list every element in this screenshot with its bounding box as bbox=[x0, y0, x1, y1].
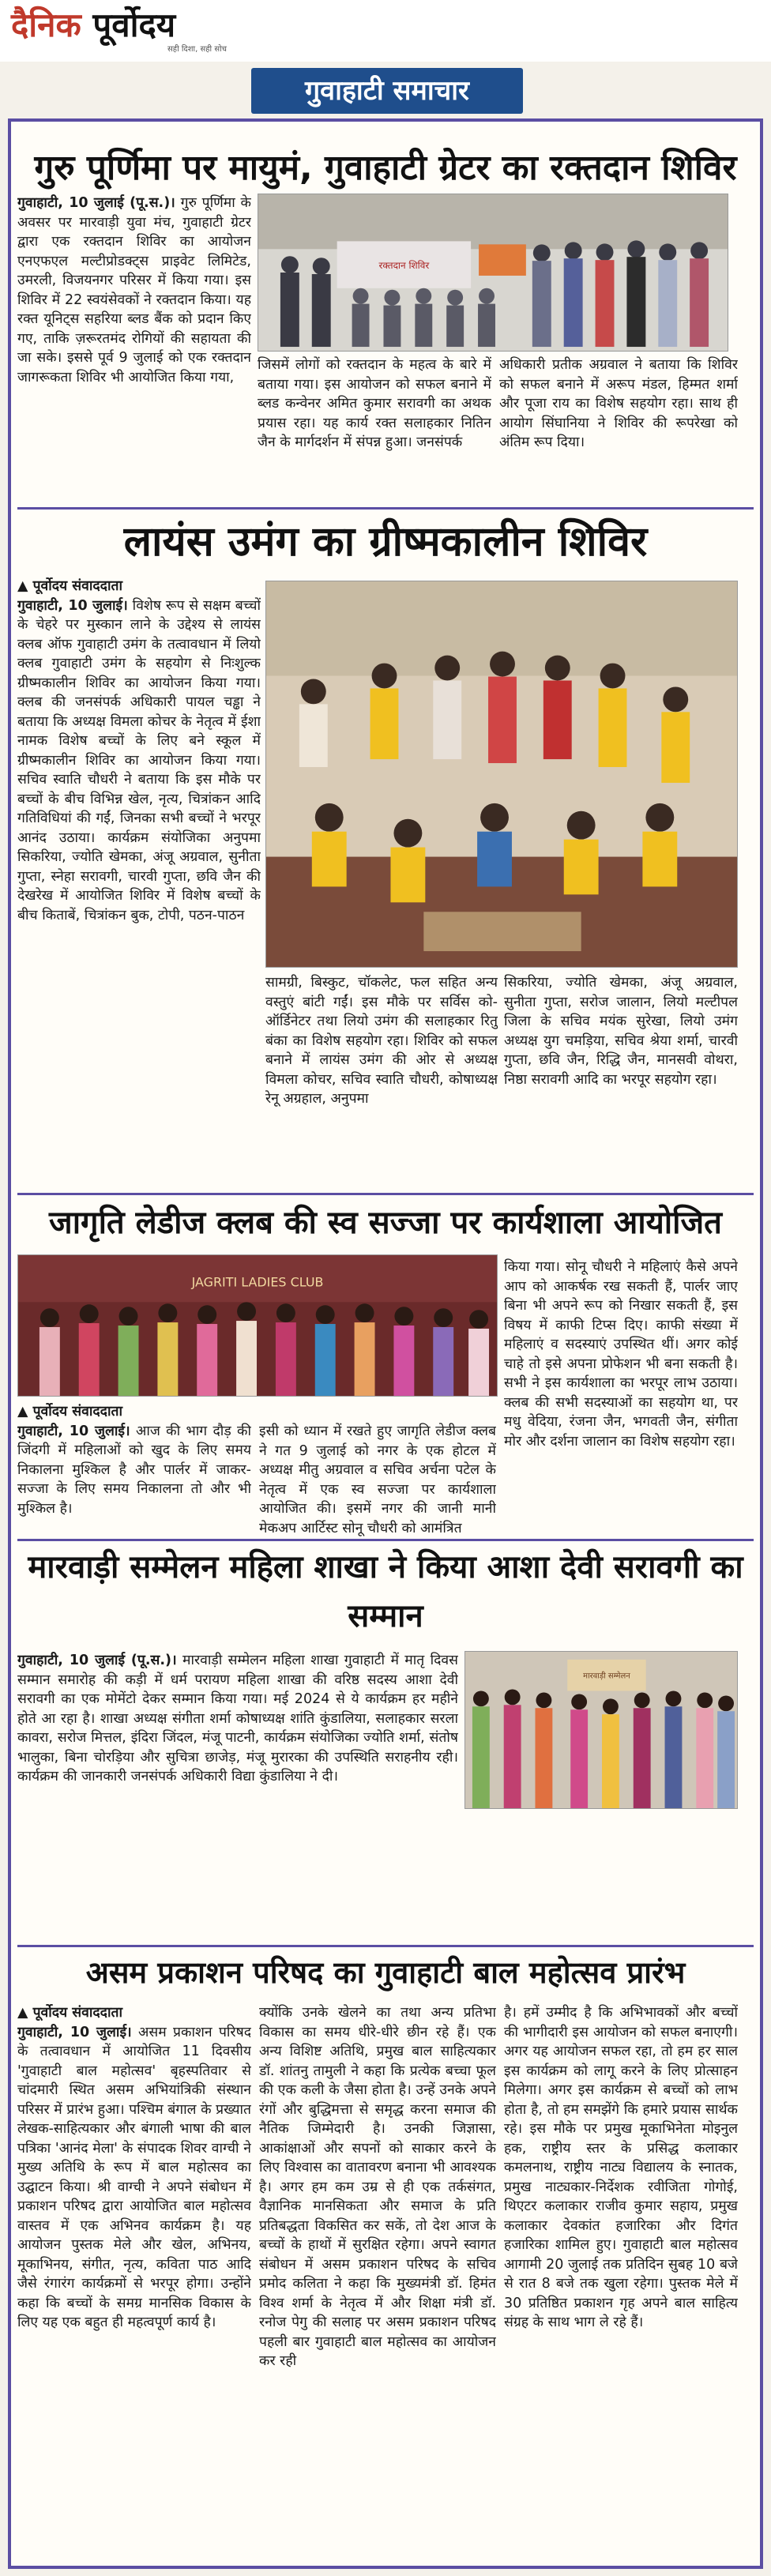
photo-banner-text: रक्तदान शिविर bbox=[378, 260, 430, 272]
article2-byline: ▲ पूर्वोदय संवाददाता bbox=[17, 578, 123, 594]
article2-column-2 bbox=[265, 973, 498, 1186]
article3-byline-text: पूर्वोदय संवाददाता bbox=[32, 1404, 123, 1420]
article3-dateline: गुवाहाटी, 10 जुलाई। bbox=[17, 1423, 130, 1439]
felicitation-photo-image bbox=[465, 1652, 737, 1808]
article4-body bbox=[17, 1651, 458, 1942]
article5-byline-text: पूर्वोदय संवाददाता bbox=[32, 2005, 123, 2021]
article2-byline-text: पूर्वोदय संवाददाता bbox=[32, 578, 123, 594]
photo-banner-text: JAGRITI LADIES CLUB bbox=[191, 1274, 324, 1290]
article2-col1-text: विशेष रूप से सक्षम बच्चों के चेहरे पर मुस्कान लाने के उद्देश्य से लायंस क्लब ऑफ गुवाहाटी उमंग के तत्वावधान में लियो क्लब गुवाहाटी उमंग के सहयोग से निःशुल्क ग्रीष्मकालीन शिविर का आयोजन किया गया। क्लब की जनसंपर्क अधिकारी पायल चड्ढा ने बताया कि अध्यक्ष विमला कोचर के नेतृत्व में ईशा नामक विशेष बच्चों के लिए बने स्कूल में ग्रीष्मकालीन शिविर का आयोजन किया गया। सचिव स्वाति चौधरी ने बताया कि इस मौके पर बच्चों के बीच विभिन्न खेल, नृत्य, चित्रांकन आदि गतिविधियां की गईं, जिनका सभी बच्चों ने भरपूर आनंद उठाया। कार्यक्रम संयोजिका अनुपमा सिकरिया, ज्योति खेमका, अंजू अग्रवाल, सुनीता गुप्ता, स्नेहा सरावगी, चारवी गुप्ता, छवि जैन की देखरेख में आयोजित शिविर में विशेष बच्चों के बीच किताबें, चित्रांकन बुक, टोपी, पठन-पाठन bbox=[17, 597, 261, 923]
section-banner: गुवाहाटी समाचार bbox=[251, 68, 523, 114]
article2-dateline: गुवाहाटी, 10 जुलाई। bbox=[17, 597, 128, 614]
article2-column-1 bbox=[17, 577, 261, 1186]
masthead bbox=[0, 0, 771, 62]
article2-col2-text: सामग्री, बिस्कुट, चॉकलेट, फल सहित अन्य वस्तुएं बांटी गईं। इस मौके पर सर्विस को-ऑर्डिनेटर तथा लियो उमंग की सलाहकार रितु बंका का विशेष सहयोग रहा। शिविर को सफल बनाने में लायंस उमंग की ओर से अध्यक्ष विमला कोचर, सचिव स्वाति चौधरी, कोषाध्यक्ष रेनू अग्रहाल, अनुपमा bbox=[265, 975, 498, 1107]
divider bbox=[17, 507, 754, 510]
article3-column-3 bbox=[504, 1258, 738, 1536]
photo-banner-text: मारवाड़ी सम्मेलन bbox=[583, 1672, 630, 1681]
article4-dateline: गुवाहाटी, 10 जुलाई (पू.स.)। bbox=[17, 1653, 177, 1668]
article1-column-3 bbox=[499, 355, 738, 502]
ladies-club-photo-image bbox=[18, 1255, 497, 1396]
article3-column-1 bbox=[17, 1402, 251, 1536]
article3-column-2 bbox=[259, 1422, 496, 1536]
logo-red-text: दैनिक bbox=[11, 6, 93, 44]
article5-headline: असम प्रकाशन परिषद का गुवाहाटी बाल महोत्सव प्रारंभ bbox=[85, 1955, 686, 1990]
article2-column-3 bbox=[504, 973, 738, 1186]
article4-body-text: मारवाड़ी सम्मेलन महिला शाखा गुवाहाटी में मातृ दिवस सम्मान समारोह की कड़ी में धर्म परायण महिला शाखा की वरिष्ठ सदस्य आशा देवी सरावगी का एक मोमेंटो देकर सम्मान किया गया। मई 2024 से ये कार्यक्रम हर महीने होते आ रहा है। शाखा अध्यक्ष संगीता शर्मा कोषाध्यक्ष शांति कुंडालिया, सलाहकार सरला कावरा, सरोज मित्तल, इंदिरा जिंदल, मंजू पाटनी, कार्यक्रम संयोजिका ज्योति शर्मा, संतोष भालुका, बिना चोरड़िया और सुचित्रा छाजेड़, मंजू मुरारका की उपस्थिति सराहनीय रही। कार्यक्रम की जानकारी जनसंपर्क अधिकारी विद्या कुंडालिया ने दी। bbox=[17, 1653, 458, 1784]
divider bbox=[17, 1945, 754, 1947]
article5-column-2 bbox=[259, 2003, 496, 2556]
article5-column-1 bbox=[17, 2003, 251, 2556]
article1-col2-text: जिसमें लोगों को रक्तदान के महत्व के बारे में बताया गया। इस आयोजन को सफल बनाने में ब्लड कन्वेनर अमित कुमार सरावगी का अथक प्रयास रहा। यह कार्य रक्त सलाहकार नितिन जैन के मार्गदर्शन में संपन्न हुआ। जनसंपर्क bbox=[258, 357, 491, 450]
article4-headline: मारवाड़ी सम्मेलन महिला शाखा ने किया आशा देवी सरावगी का सम्मान bbox=[28, 1549, 743, 1634]
article3-byline: ▲ पूर्वोदय संवाददाता bbox=[17, 1404, 123, 1420]
article5-column-3 bbox=[504, 2003, 738, 2556]
logo-black-text: पूर्वोदय bbox=[92, 6, 176, 44]
article1-col1-text: गुरु पूर्णिमा के अवसर पर मारवाड़ी युवा मंच, गुवाहाटी ग्रेटर द्वारा एक रक्तदान शिविर का आयोजन एनएफएल मल्टीप्रोडक्ट्स प्राइवेट लिमिटेड, उमरली, विजयनगर परिसर में किया गया। इस शिविर में 22 स्वयंसेवकों ने रक्तदान किया। यह रक्त यूनिट्स सहरिया ब्लड बैंक को प्रदान किए गए, ताकि ज़रूरतमंद रोगियों की सहायता की जा सके। इससे पूर्व 9 जुलाई को एक रक्तदान जागरूकता शिविर भी आयोजित किया गया, bbox=[17, 195, 251, 385]
article1-column-2 bbox=[258, 355, 491, 502]
article2-headline: लायंस उमंग का ग्रीष्मकालीन शिविर bbox=[123, 518, 648, 566]
article1-headline: गुरु पूर्णिमा पर मायुमं, गुवाहाटी ग्रेटर का रक्तदान शिविर bbox=[34, 148, 737, 188]
divider bbox=[17, 1193, 754, 1195]
article2-col3-text: सिकरिया, ज्योति खेमका, अंजू अग्रवाल, सुनीता गुप्ता, सरोज जालान, लियो मल्टीपल जिला के सचिव मयंक सुरेखा, लियो उमंग अध्यक्ष युग चमड़िया, सचिव श्रेया शर्मा, चारवी गुप्ता, छवि जैन, रिद्धि जैन, मानसवी वोथरा, निष्ठा सरावगी आदि का भरपूर सहयोग रहा। bbox=[504, 975, 738, 1088]
article5-col1-text: असम प्रकाशन परिषद के तत्वावधान में आयोजित 11 दिवसीय 'गुवाहाटी बाल महोत्सव' बृहस्पतिवार से चांदमारी स्थित असम अभियांत्रिकी संस्थान परिसर में प्रारंभ हुआ। पश्चिम बंगाल के प्रख्यात लेखक-साहित्यकार और बंगाली भाषा की बाल पत्रिका 'आनंद मेला' के संपादक शिवर वाग्ची ने मुख्य अतिथि के रूप में बाल महोत्सव का उद्घाटन किया। श्री वाग्ची ने अपने संबोधन में प्रकाशन परिषद द्वारा आयोजित बाल महोत्सव वास्तव में एक अभिनव कार्यक्रम है। यह आयोजन पुस्तक मेले और खेल, अभिनय, मूकाभिनय, संगीत, नृत्य, कविता पाठ आदि जैसे रंगारंग कार्यक्रमों से भरपूर होगा। उन्होंने कहा कि बच्चों के समग्र मानसिक विकास के लिए यह एक बहुत ही महत्वपूर्ण कार्य है। bbox=[17, 2024, 251, 2330]
article1-column-1 bbox=[17, 194, 251, 517]
divider bbox=[17, 1539, 754, 1541]
article5-col2-text: क्योंकि उनके खेलने का तथा अन्य प्रतिभा विकास का समय धीरे-धीरे छीन रहे हैं। एक अन्य विशिष्ट अतिथि, प्रमुख बाल साहित्यकार डॉ. शांतनु तामुली ने कहा कि प्रत्येक बच्चा फूल की एक कली के जैसा होता है। उन्हें उनके अपने रंगों और बुद्धिमत्ता से समृद्ध करना समाज की नैतिक जिम्मेदारी है। उनकी जिज्ञासा, आकांक्षाओं और सपनों को साकार करने के लिए विश्वास का वातावरण बनाना भी आवश्यक है। अगर हम कम उम्र से ही एक तर्कसंगत, वैज्ञानिक मानसिकता और समाज के प्रति प्रतिबद्धता विकसित कर सकें, तो देश आज के बच्चों के हाथों में सुरक्षित रहेगा। अपने स्वागत संबोधन में असम प्रकाशन परिषद के सचिव प्रमोद कलिता ने कहा कि मुख्यमंत्री डॉ. हिमंत विश्व शर्मा के नेतृत्व में और शिक्षा मंत्री डॉ. रनोज पेगु की सलाह पर असम प्रकाशन परिषद पहली बार गुवाहाटी बाल महोत्सव का आयोजन कर रही bbox=[259, 2005, 496, 2369]
article1-dateline: गुवाहाटी, 10 जुलाई (पू.स.)। bbox=[17, 195, 175, 211]
summer-camp-photo-image bbox=[266, 581, 737, 967]
article2-photo bbox=[265, 581, 738, 968]
article5-dateline: गुवाहाटी, 10 जुलाई। bbox=[17, 2024, 132, 2040]
article3-photo bbox=[17, 1254, 498, 1397]
logo-tagline: सही दिशा, सही सोच bbox=[167, 45, 228, 54]
article3-col2-text: इसी को ध्यान में रखते हुए जागृति लेडीज क्लब ने गत 9 जुलाई को नगर के एक होटल में अध्यक्ष मीतु अग्रवाल व सचिव अर्चना पटेल के नेतृत्व में एक स्व सज्जा पर कार्यशाला आयोजित की। इसमें नगर की जानी मानी मेकअप आर्टिस्ट सोनू चौधरी को आमंत्रित bbox=[259, 1423, 496, 1536]
article1-photo bbox=[258, 194, 728, 352]
article3-col1-text: आज की भाग दौड़ की जिंदगी में महिलाओं को खुद के लिए समय निकालना मुश्किल है और पार्लर में जाकर-सज्जा के लिए समय निकालना तो और भी मुश्किल है। bbox=[17, 1423, 251, 1517]
article3-col3-text: किया गया। सोनू चौधरी ने महिलाएं कैसे अपने आप को आकर्षक रख सकती हैं, पार्लर जाए बिना भी अपने रूप को निखार सकती हैं, इस विषय में काफी टिप्स दिए। काफी संख्या में महिलाएं व सदस्याएं उपस्थित थीं। अगर कोई चाहे तो इसे अपना प्रोफेशन भी बना सकती है। सभी ने इस कार्यशाला का भरपूर लाभ उठाया। क्लब की सभी सदस्याओं का सहयोग था, पर मधु वेदिया, रंजना जैन, भगवती जैन, संगीता मोर और दर्शना जालान का विशेष सहयोग रहा। bbox=[504, 1259, 738, 1450]
article5-col3-text: है। हमें उम्मीद है कि अभिभावकों और बच्चों की भागीदारी इस आयोजन को सफल बनाएगी। अगर यह आयोजन सफल रहा, तो हम हर साल इस कार्यक्रम को लागू करने के लिए प्रोत्साहन मिलेगा। अगर इस कार्यक्रम से बच्चों को लाभ होता है, तो हम समझेंगे कि हमारे प्रयास सार्थक रहे। इस मौके पर प्रमुख मूकाभिनेता मोइनुल हक, राष्ट्रीय स्तर के प्रसिद्ध कलाकार कमलनाथ, राष्ट्रीय नाट्य विद्यालय के स्नातक, प्रमुख नाट्यकार-निर्देशक रवीजिता गोगोई, थिएटर कलाकार राजीव कुमार सहाय, प्रमुख कलाकार देवकांत हजारिका और दिगंत हजारिका शामिल हुए। गुवाहाटी बाल महोत्सव आगामी 20 जुलाई तक प्रतिदिन सुबह 10 बजे से रात 8 बजे तक खुला रहेगा। पुस्तक मेले में 30 प्रतिष्ठित प्रकाशन गृह अपने बाल साहित्य संग्रह के साथ भाग ले रहे हैं। bbox=[504, 2005, 738, 2330]
newspaper-logo[interactable] bbox=[11, 2, 175, 47]
article1-col3-text: अधिकारी प्रतीक अग्रवाल ने बताया कि शिविर को सफल बनाने में अरूप मंडल, हिम्मत शर्मा और पूजा राय का विशेष सहयोग रहा। साथ ही आयोग सिंघानिया ने शिविर की रूपरेखा को अंतिम रूप दिया। bbox=[499, 357, 738, 450]
article4-photo bbox=[464, 1651, 738, 1809]
article3-headline: जागृति लेडीज क्लब की स्व सज्जा पर कार्यशाला आयोजित bbox=[49, 1205, 722, 1241]
article5-byline: ▲ पूर्वोदय संवाददाता bbox=[17, 2005, 123, 2021]
blood-donation-photo-image bbox=[258, 194, 728, 351]
